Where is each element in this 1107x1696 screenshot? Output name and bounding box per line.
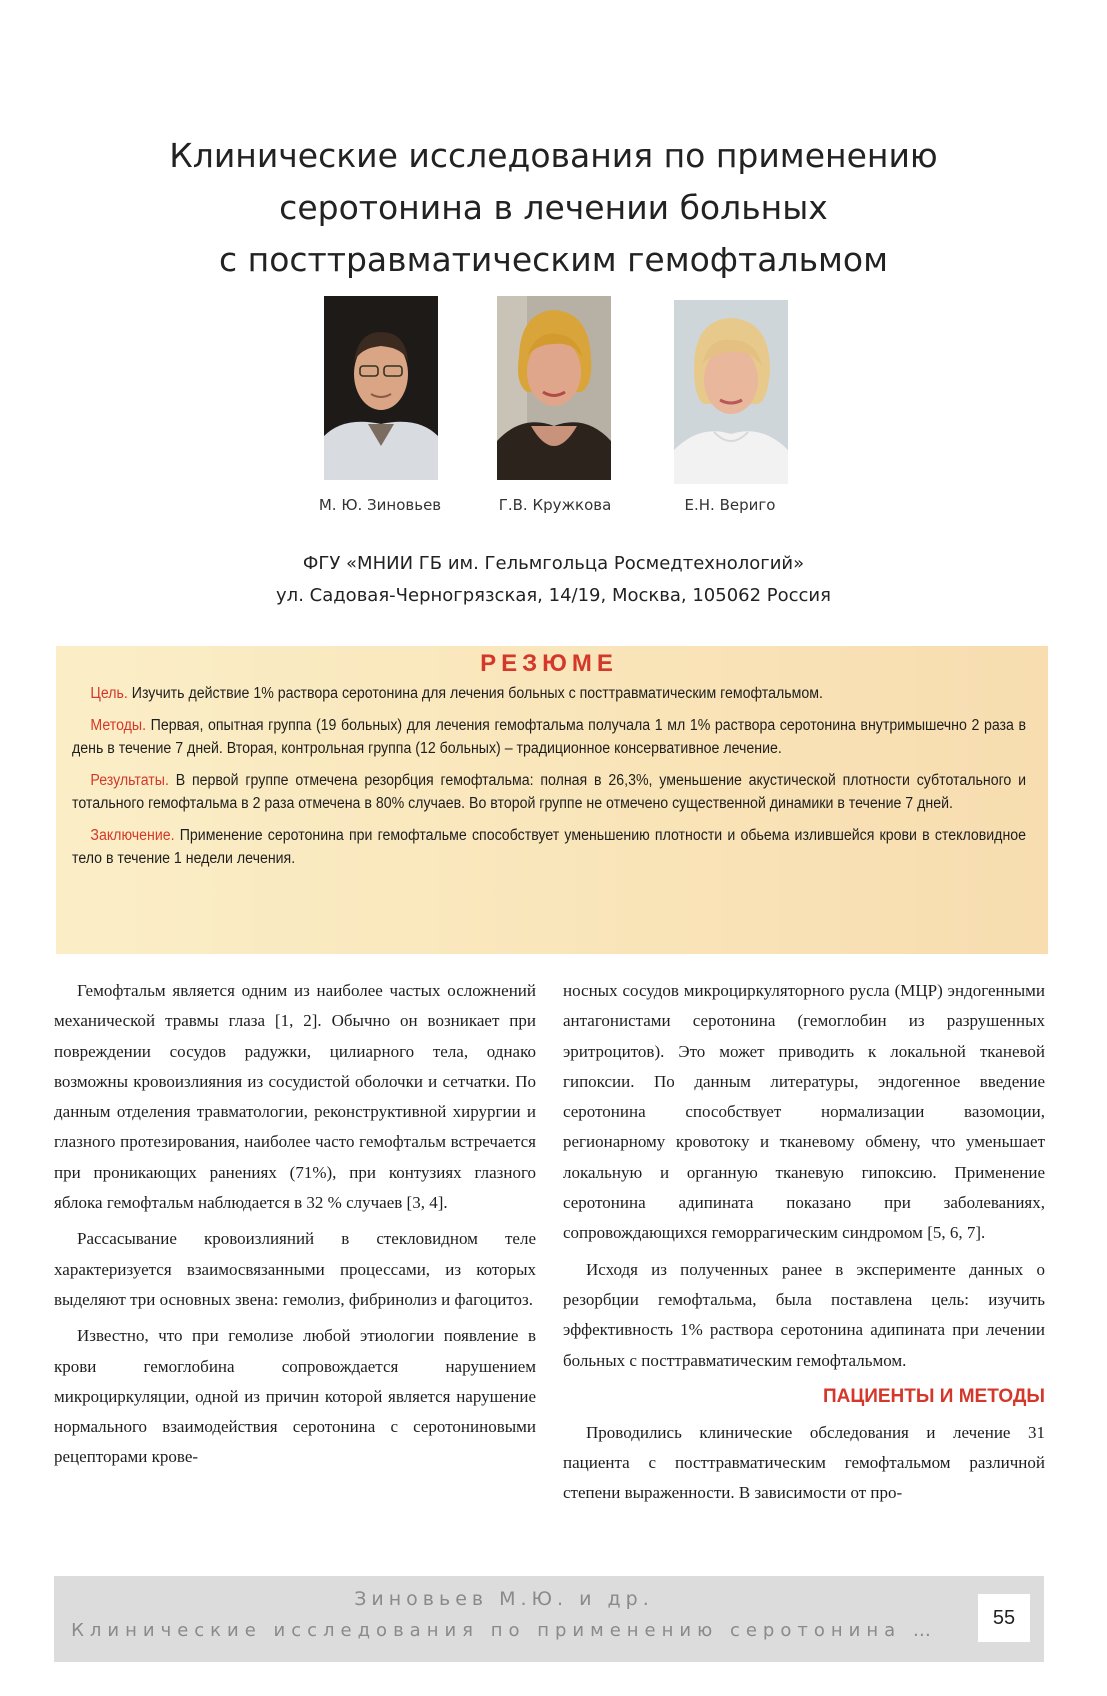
body-paragraph: носных сосудов микроциркуляторного русла (МЦР) эндогенными антагонистами серотонина (гемоглобин из разрушенных эритроцитов). Это может приводить к локальной тканевой гипоксии. По данным литературы, эндогенное введение серотонина способствует нормализации вазомоции, регионарному кровотоку и тканевому обмену, что уменьшает локальную и органную тканевую гипоксию. Применение серотонина адипината показано при заболеваниях, сопровождающихся геморрагическим синдромом [5, 6, 7]. — [563, 981, 1045, 1243]
page-footer — [54, 1576, 1044, 1662]
body-column-left — [54, 976, 536, 1479]
page-number: 55 — [978, 1594, 1030, 1642]
abstract-box — [56, 646, 1048, 954]
abstract-goal — [72, 682, 1026, 705]
abstract-results — [72, 769, 1026, 815]
author-name: М. Ю. Зиновьев — [318, 496, 442, 514]
affiliation — [100, 548, 1007, 612]
author-name: Е.Н. Вериго — [684, 496, 776, 514]
body-paragraph: Известно, что при гемолизе любой этиологии появление в крови гемоглобина сопровождается нарушением микроциркуляции, одной из причин которой является нарушение нормального взаимодействия серотонина с серотониновыми рецепторами крове- — [54, 1326, 536, 1467]
body-paragraph: Гемофтальм является одним из наиболее частых осложнений механической травмы глаза [1, 2]. Обычно он возникает при повреждении сосудов радужки, цилиарного тела, однако возможны кровоизлияния из сосудистой оболочки и сетчатки. По данным отделения травматологии, реконструктивной хирургии и глазного протезирования, наиболее часто гемофтальм встречается при проникающих ранениях (71%), при контузиях глазного яблока гемофтальм наблюдается в 32 % случаев [3, 4]. — [54, 981, 536, 1213]
abstract-goal-text: Изучить действие 1% раствора серотонина для лечения больных с посттравматическим гемофтальмом. — [127, 685, 823, 702]
abstract-conclusion — [72, 824, 1026, 870]
affiliation-institution: ФГУ «МНИИ ГБ им. Гельмгольца Росмедтехнологий» — [302, 553, 805, 574]
body-column-right — [563, 976, 1045, 1515]
abstract-heading: РЕЗЮМЕ — [480, 650, 618, 677]
footer-authors: Зиновьев М.Ю. и др. — [354, 1588, 654, 1610]
abstract-conclusion-text: Применение серотонина при гемофтальме способствует уменьшению плотности и обьема излившейся крови в стекловидное тело в течение 1 недели лечения. — [72, 827, 1027, 867]
author-photo-verigo — [674, 300, 788, 484]
abstract-methods-label: Методы. — [90, 717, 147, 734]
abstract-goal-label: Цель. — [90, 685, 128, 702]
author-name: Г.В. Кружкова — [498, 496, 612, 514]
abstract-methods-text: Первая, опытная группа (19 больных) для лечения гемофтальма получала 1 мл 1% раствора серотонина внутримышечно 2 раза в день в течение 7 дней. Вторая, контрольная группа (12 больных) – традиционное консервативное лечение. — [72, 717, 1027, 757]
article-title — [100, 130, 1007, 286]
title-line-2: серотонина в лечении больных — [279, 188, 828, 227]
abstract-conclusion-label: Заключение. — [90, 827, 175, 844]
title-line-3: с посттравматическим гемофтальмом — [218, 240, 888, 279]
footer-running-title: Клинические исследования по применению серотонина … — [71, 1620, 937, 1641]
body-paragraph: Исходя из полученных ранее в эксперименте данных о резорбции гемофтальма, была поставлена цель: изучить эффективность 1% раствора серотонина адипината при лечении больных с посттравматическим гемофтальмом. — [563, 1259, 1045, 1370]
author-photo-kruzhkova — [497, 296, 611, 480]
affiliation-address: ул. Садовая-Черногрязская, 14/19, Москва, 105062 Россия — [276, 585, 831, 606]
abstract-results-text: В первой группе отмечена резорбция гемофтальма: полная в 26,3%, уменьшение акустической плотности субтотального и тотального гемофтальма в 2 раза отмечена в 80% случаев. Во второй группе не отмечено существенной динамики в течение 7 дней. — [72, 772, 1027, 812]
body-paragraph: Рассасывание кровоизлияний в стекловидном теле характеризуется взаимосвязанными процессами, из которых выделяют три основных звена: гемолиз, фибринолиз и фагоцитоз. — [54, 1229, 536, 1309]
abstract-results-label: Результаты. — [90, 772, 169, 789]
body-paragraph: Проводились клинические обследования и лечение 31 пациента с посттравматическим гемофтальмом различной степени выраженности. В зависимости от про- — [563, 1422, 1045, 1503]
author-photo-zinovyev — [324, 296, 438, 480]
title-line-1: Клинические исследования по применению — [169, 136, 938, 175]
abstract-methods — [72, 714, 1026, 760]
section-heading-patients-methods: ПАЦИЕНТЫ И МЕТОДЫ — [822, 1385, 1045, 1407]
